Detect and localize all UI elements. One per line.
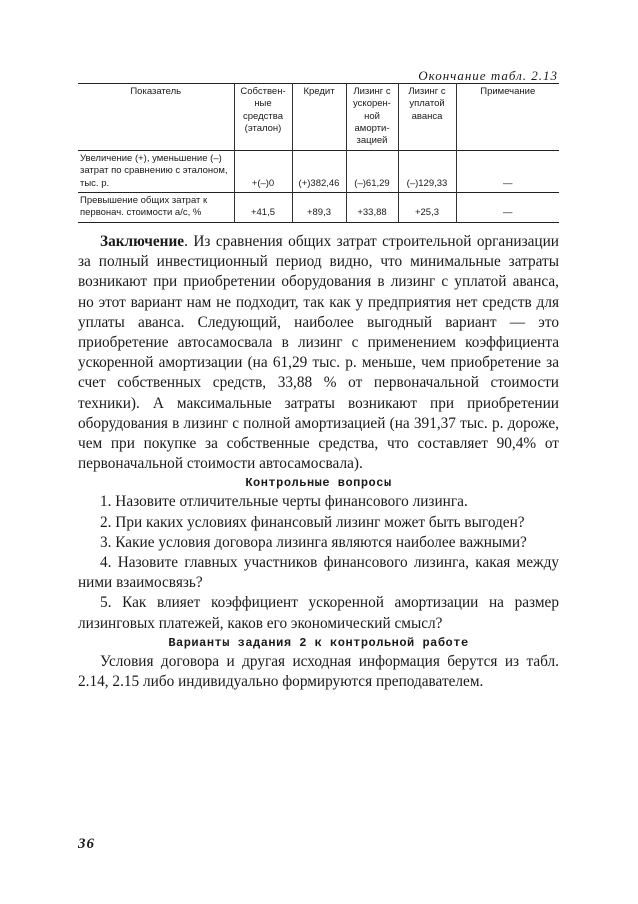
- table-cell: (+)382,46: [292, 151, 346, 193]
- question-item: 3. Какие условия договора лизинга являются наиболее важными?: [100, 533, 527, 551]
- questions-heading: Контрольные вопросы: [245, 476, 392, 491]
- leasing-comparison-table: [78, 83, 559, 223]
- table-cell: +89,3: [292, 193, 346, 223]
- table-cell: +33,88: [346, 193, 398, 223]
- column-header-leasing-accelerated: Лизинг с ускорен-ной аморти-зацией: [346, 84, 398, 151]
- table-row: [78, 151, 559, 193]
- table-cell: (–)129,33: [398, 151, 456, 193]
- table-cell: +25,3: [398, 193, 456, 223]
- table-header-row: [78, 84, 559, 151]
- question-item: 2. При каких условиях финансовый лизинг может быть выгоден?: [100, 513, 525, 531]
- question-item: 1. Назовите отличительные черты финансового лизинга.: [100, 493, 468, 511]
- table-row: [78, 193, 559, 223]
- table-cell: +41,5: [234, 193, 292, 223]
- table-cell: (–)61,29: [346, 151, 398, 193]
- conclusion-text: . Из сравнения общих затрат строительной организации за полный инвестиционный период видно, что минимальные затраты возникают при приобретении оборудования в лизинг с уплатой аванса, но этот вариант нам не подходит, так как у предприятия нет средств для уплаты аванса. Следующий, наиболее выгодный вариант — это приобретение автосамосвала в лизинг с применением коэффициента ускоренной амортизации (на 61,29 тыс. р. меньше, чем приобретение за счет собственных средств, 33,88 % от первоначальной стоимости техники). А максимальные затраты возникают при приобретении оборудования в лизинг с полной амортизацией (на 391,37 тыс. р. дороже, чем при покупке за собственные средства, что составляет 90,4% от первоначальной стоимости автосамосвала).: [78, 233, 559, 473]
- column-header-credit: Кредит: [292, 84, 346, 151]
- table-cell: —: [456, 151, 559, 193]
- column-header-note: Примечание: [456, 84, 559, 151]
- column-header-own-funds: Собствен-ные средства (эталон): [234, 84, 292, 151]
- body-text: [78, 232, 559, 692]
- assignment-paragraph: Условия договора и другая исходная информация берутся из табл. 2.14, 2.15 либо индивидуально формируются преподавателем.: [78, 652, 559, 691]
- row-label: Превышение общих затрат к первонач. стоимости а/с, %: [80, 195, 208, 219]
- column-header-leasing-advance: Лизинг с уплатой аванса: [398, 84, 456, 151]
- table-cell: —: [456, 193, 559, 223]
- conclusion-paragraph: [78, 232, 559, 474]
- column-header-indicator: Показатель: [130, 86, 182, 97]
- question-item: 5. Как влияет коэффициент ускоренной амортизации на размер лизинговых платежей, каков его экономический смысл?: [78, 594, 559, 632]
- table-cell: +(–)0: [234, 151, 292, 193]
- question-item: 4. Назовите главных участников финансового лизинга, какая между ними взаимосвязь?: [78, 554, 559, 592]
- assignment-heading: Варианты задания 2 к контрольной работе: [168, 635, 469, 650]
- row-label: Увеличение (+), уменьшение (–) затрат по сравнению с эталоном, тыс. р.: [80, 153, 228, 189]
- conclusion-lead: Заключение: [100, 233, 185, 250]
- table-caption: Окончание табл. 2.13: [418, 68, 558, 83]
- page-number: 36: [78, 836, 95, 852]
